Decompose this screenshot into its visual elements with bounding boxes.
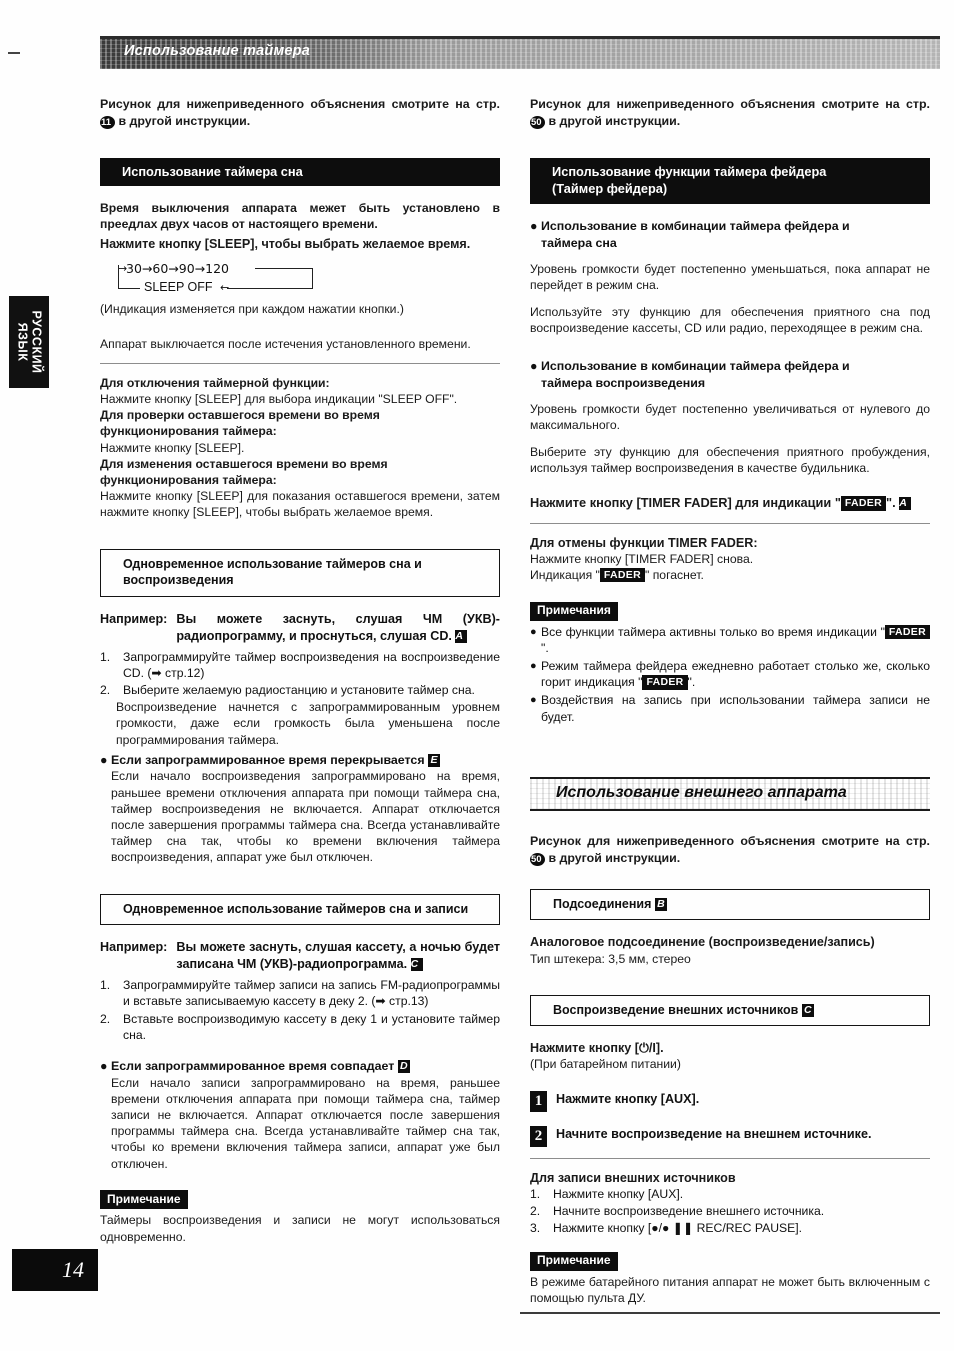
cycle-arrow-in-icon: → bbox=[118, 262, 128, 276]
left-intro-text: Рисунок для нижеприведенного объяснения смотрите на стр. bbox=[100, 97, 500, 111]
note-text-post: ". bbox=[687, 675, 696, 690]
example-2-text-wrap bbox=[176, 939, 500, 973]
sub-head-change-time: Для изменения оставшегося времени во время функционирования таймера: bbox=[100, 456, 388, 488]
left-dash-mark bbox=[8, 52, 20, 54]
step-text: Нажмите кнопку [AUX]. bbox=[553, 1186, 684, 1201]
footer-rule bbox=[520, 1312, 940, 1314]
step-number: 1. bbox=[530, 1186, 541, 1201]
step-text: Запрограммируйте таймер воспроизведения на воспроизведение CD. (➡ стр.12) bbox=[123, 649, 500, 680]
sub-body-disable-timer: Нажмите кнопку [SLEEP] для выбора индикации "SLEEP OFF". bbox=[100, 392, 458, 407]
figure-ref-c-icon: C bbox=[802, 1004, 814, 1017]
note-label: Примечание bbox=[100, 1190, 188, 1209]
sleep-cycle-diagram bbox=[114, 261, 364, 301]
steps-list-1 bbox=[100, 649, 500, 699]
fader-chip: FADER bbox=[642, 675, 687, 690]
sleep-paragraph-3: Аппарат выключается после истечения установленного времени. bbox=[100, 336, 471, 351]
language-tab-line1: РУССКИЙ bbox=[29, 310, 44, 374]
steps-list-2 bbox=[100, 977, 500, 1043]
note-text-pre: Режим таймера фейдера ежедневно работает столько же, сколько горит индикация " bbox=[541, 659, 930, 690]
example-2-label: Например: bbox=[100, 940, 168, 955]
example-2-text: Вы можете заснуть, слушая кассету, а ночью будет записана ЧМ (УКВ)-радиопрограмма. bbox=[176, 940, 500, 972]
cancel-fader-line-2 bbox=[530, 567, 930, 583]
step-badge-1: 1 bbox=[530, 1091, 547, 1112]
external-intro-tail: в другой инструкции. bbox=[548, 850, 681, 865]
box-header-sleep-and-play: Одновременное использование таймеров сна и воспроизведения bbox=[100, 549, 500, 597]
section-header-fader-line2: (Таймер фейдера) bbox=[552, 181, 668, 196]
box-header-external-playback bbox=[530, 995, 930, 1027]
fader-bullet-head-2-line2: таймера воспроизведения bbox=[541, 375, 706, 390]
fader-bullet-head-1-line2: таймера сна bbox=[541, 235, 617, 250]
bullet-body-coincide: Если начало записи запрограммировано на время, раньшее времени отключения аппарата при помощи таймера сна, таймер записи не включается. Аппарат отключается после завершения программы таймера сна. Всегда устанавливайте таймер сна так, чтобы ко времени включения таймера записи, аппарат уже был отключен. bbox=[111, 1075, 500, 1171]
left-column bbox=[100, 96, 500, 1245]
cycle-row-1: 30→60→90→120 bbox=[126, 261, 229, 277]
divider-after-fader bbox=[530, 523, 930, 524]
figure-ref-a-icon: A bbox=[455, 630, 467, 643]
cancel-fader-line-1: Нажмите кнопку [TIMER FADER] снова. bbox=[530, 551, 754, 566]
box-header-external-playback-text: Воспроизведение внешних источников bbox=[553, 1002, 799, 1017]
section-header-fader-timer bbox=[530, 158, 930, 204]
sub-head-disable-timer: Для отключения таймерной функции: bbox=[100, 375, 330, 390]
sleep-cycle-note: (Индикация изменяется при каждом нажатии кнопки.) bbox=[100, 302, 404, 317]
note-label: Примечание bbox=[530, 1252, 618, 1271]
figure-ref-c-icon: C bbox=[411, 958, 423, 971]
box-header-connections bbox=[530, 889, 930, 921]
step-number: 2. bbox=[530, 1204, 541, 1219]
fader-chip: FADER bbox=[885, 625, 930, 640]
step-text: Начните воспроизведение внешнего источника. bbox=[553, 1204, 825, 1219]
power-button-sub: (При батарейном питании) bbox=[530, 1057, 681, 1072]
cancel-fader-line-2-post: " погаснет. bbox=[644, 567, 704, 582]
cycle-row-2: SLEEP OFF bbox=[144, 280, 213, 295]
box-header-connections-text: Подсоединения bbox=[553, 896, 652, 911]
section-header-sleep-timer: Использование таймера сна bbox=[100, 158, 500, 186]
language-tab-line2: ЯЗЫК bbox=[15, 322, 29, 362]
bullet-head-coincide-text: Если запрограммированное время совпадает bbox=[111, 1058, 395, 1073]
external-intro-text: Рисунок для нижеприведенного объяснения смотрите на стр. bbox=[530, 833, 930, 848]
bullet-body-overlap: Если начало воспроизведения запрограммировано на время, раньшее времени отключения аппарата при помощи таймера сна, таймер воспроизведения не включается. Аппарат отключается после завершения программы таймера сна. Всегда устанавливайте таймер сна так, чтобы ко времени включения таймера воспроизведения, аппарат уже был отключен. bbox=[111, 769, 500, 865]
page-number: 14 bbox=[62, 1257, 84, 1282]
list-item bbox=[530, 1220, 930, 1236]
step-badge-2: 2 bbox=[530, 1126, 547, 1147]
left-intro-paragraph bbox=[100, 96, 500, 130]
right-notes-block bbox=[530, 601, 930, 725]
language-tab bbox=[9, 296, 49, 388]
cycle-line-bottom-stub bbox=[118, 288, 140, 289]
example-1-label: Например: bbox=[100, 611, 168, 626]
example-1 bbox=[100, 611, 500, 645]
list-item bbox=[100, 977, 500, 1009]
note-text-pre: Все функции таймера активны только во время индикации " bbox=[541, 624, 885, 639]
bullet-dot-icon: ● bbox=[100, 1058, 108, 1073]
page-title: Использование таймера bbox=[124, 43, 310, 59]
list-item bbox=[530, 658, 930, 690]
notes-list bbox=[530, 624, 930, 725]
step-number: 2. bbox=[100, 1011, 111, 1026]
step-number: 3. bbox=[530, 1221, 541, 1236]
step-2-text: Начните воспроизведение на внешнем источнике. bbox=[556, 1126, 872, 1141]
cycle-line-left bbox=[118, 265, 119, 289]
right-intro-tail: в другой инструкции. bbox=[548, 114, 681, 128]
bullet-dot-icon: ● bbox=[530, 694, 537, 707]
box-header-sleep-and-record: Одновременное использование таймеров сна и записи bbox=[100, 894, 500, 926]
fader-bullet-head-1 bbox=[530, 218, 930, 251]
bullet-dot-icon: ● bbox=[100, 752, 108, 767]
section-band-external-device-title: Использование внешнего аппарата bbox=[556, 783, 847, 801]
bullet-dot-icon: ● bbox=[530, 359, 538, 373]
example-1-text: Вы можете заснуть, слушая ЧМ (УКВ)-радиопрограмму, и проснуться, слушая CD. bbox=[176, 611, 500, 643]
analog-connection-head: Аналоговое подсоединение (воспроизведение/запись) bbox=[530, 935, 875, 950]
step-number: 2. bbox=[100, 683, 111, 698]
cycle-line-top bbox=[255, 268, 313, 269]
cycle-line-right bbox=[312, 268, 313, 289]
divider-after-steps bbox=[530, 1158, 930, 1159]
power-button-head: Нажмите кнопку [⏻/I]. bbox=[530, 1041, 664, 1056]
fader-bullet-head-1-line1: Использование в комбинации таймера фейдера и bbox=[541, 219, 850, 233]
press-timer-fader-instruction: Нажмите кнопку [TIMER FADER] для индикации " FADER ". A bbox=[530, 494, 930, 512]
step-text: Вставьте воспроизводимую кассету в деку 1 и установите таймер сна. bbox=[123, 1011, 500, 1042]
bullet-head-overlap bbox=[100, 752, 500, 769]
step-1-text: Нажмите кнопку [AUX]. bbox=[556, 1091, 700, 1106]
section-band-external-device bbox=[530, 777, 930, 811]
sub-head-check-time: Для проверки оставшегося времени во время функционирования таймера: bbox=[100, 408, 380, 439]
note-text-pre: Воздействия на запись при использовании таймера записи не будет. bbox=[541, 693, 930, 724]
record-external-head: Для записи внешних источников bbox=[530, 1170, 736, 1185]
step-number: 1. bbox=[100, 978, 111, 993]
note-text-post: ". bbox=[541, 640, 549, 655]
big-step-1 bbox=[530, 1091, 930, 1112]
left-note-body: Таймеры воспроизведения и записи не могут использоваться одновременно. bbox=[100, 1213, 500, 1244]
cancel-fader-head: Для отмены функции TIMER FADER: bbox=[530, 535, 758, 550]
left-intro-tail: в другой инструкции. bbox=[118, 114, 251, 128]
list-item bbox=[530, 624, 930, 656]
fader-paragraph-2b: Выберите эту функцию для обеспечения приятного пробуждения, используя таймер воспроизведения в качестве будильника. bbox=[530, 444, 930, 475]
list-item bbox=[530, 692, 930, 724]
left-note-block bbox=[100, 1190, 500, 1245]
steps-1-extra-note: Воспроизведение начнется с запрограммированным уровнем громкости, даже если громкость была уменьшена после программирования таймера. bbox=[116, 700, 500, 747]
list-item bbox=[530, 1186, 930, 1202]
right-intro-text: Рисунок для нижеприведенного объяснения смотрите на стр. bbox=[530, 97, 930, 111]
fader-paragraph-1a: Уровень громкости будет постепенно уменьшаться, пока аппарат не перейдет в режим сна. bbox=[530, 262, 930, 293]
page-header-band bbox=[100, 39, 940, 69]
sub-body-check-time: Нажмите кнопку [SLEEP]. bbox=[100, 440, 245, 455]
list-item bbox=[530, 1203, 930, 1219]
bullet-dot-icon: ● bbox=[530, 219, 538, 233]
example-2 bbox=[100, 939, 500, 973]
step-text: Выберите желаемую радиостанцию и установите таймер сна. bbox=[123, 683, 475, 698]
list-item bbox=[100, 649, 500, 681]
cycle-arrow-back-icon: ← bbox=[220, 281, 230, 295]
page-ref-circle-icon: 11 bbox=[100, 116, 115, 129]
right-note-block bbox=[530, 1251, 930, 1306]
page-ref-circle-icon: 50 bbox=[530, 116, 545, 129]
cancel-fader-line-2-pre: Индикация " bbox=[530, 567, 600, 582]
figure-ref-b-icon: B bbox=[655, 898, 667, 911]
cycle-line-bottom bbox=[227, 288, 313, 289]
fader-bullet-head-2-line1: Использование в комбинации таймера фейдера и bbox=[541, 359, 850, 373]
record-steps-list bbox=[530, 1186, 930, 1237]
list-item bbox=[100, 1011, 500, 1043]
bullet-head-overlap-text: Если запрограммированное время перекрывается bbox=[111, 752, 425, 767]
fader-paragraph-2a: Уровень громкости будет постепенно увеличиваться от нулевого до максимального. bbox=[530, 402, 930, 433]
right-note-body: В режиме батарейного питания аппарат не может быть включенным с помощью пульта ДУ. bbox=[530, 1274, 930, 1306]
page-number-badge bbox=[12, 1249, 98, 1291]
step-text: Запрограммируйте таймер записи на запись FM-радиопрограммы и вставьте записываемую кассету в деку 2. (➡ стр.13) bbox=[123, 978, 500, 1009]
section-header-fader-line1: Использование функции таймера фейдера bbox=[552, 164, 827, 179]
page-ref-circle-icon: 50 bbox=[530, 853, 545, 866]
fader-bullet-head-2 bbox=[530, 358, 930, 391]
analog-connection-body: Тип штекера: 3,5 мм, стерео bbox=[530, 951, 691, 966]
bullet-dot-icon: ● bbox=[530, 660, 537, 673]
press-timer-fader-text: Нажмите кнопку [TIMER FADER] для индикации bbox=[530, 495, 832, 510]
sleep-paragraph-1: Время выключения аппарата межет быть установлено в преедлах двух часов от настоящего времени. bbox=[100, 201, 500, 232]
right-column bbox=[530, 96, 930, 1306]
list-item bbox=[100, 682, 500, 698]
figure-ref-e-icon: E bbox=[428, 754, 440, 767]
notes-label: Примечания bbox=[530, 602, 618, 621]
right-intro-paragraph bbox=[530, 96, 930, 130]
figure-ref-d-icon: D bbox=[398, 1060, 410, 1073]
bullet-head-coincide bbox=[100, 1058, 500, 1075]
step-text: Нажмите кнопку [●/● ❚❚ REC/REC PAUSE]. bbox=[553, 1221, 803, 1236]
fader-paragraph-1b: Используйте эту функцию для обеспечения приятного сна под воспроизведение кассеты, CD или радио, переходящее в режим сна. bbox=[530, 304, 930, 335]
example-1-text-wrap bbox=[176, 611, 500, 645]
fader-chip: FADER bbox=[600, 568, 645, 583]
figure-ref-a-icon: A bbox=[899, 497, 911, 510]
sleep-paragraph-2: Нажмите кнопку [SLEEP], чтобы выбрать желаемое время. bbox=[100, 237, 471, 252]
step-number: 1. bbox=[100, 649, 111, 664]
external-intro-paragraph bbox=[530, 833, 930, 867]
bullet-dot-icon: ● bbox=[530, 625, 537, 638]
divider-after-sleep bbox=[100, 363, 500, 364]
fader-chip: FADER bbox=[841, 496, 886, 511]
sub-body-change-time: Нажмите кнопку [SLEEP] для показания оставшегося времени, затем нажмите кнопку [SLEEP], чтобы выбрать желаемое время. bbox=[100, 489, 500, 520]
big-step-2 bbox=[530, 1126, 930, 1147]
